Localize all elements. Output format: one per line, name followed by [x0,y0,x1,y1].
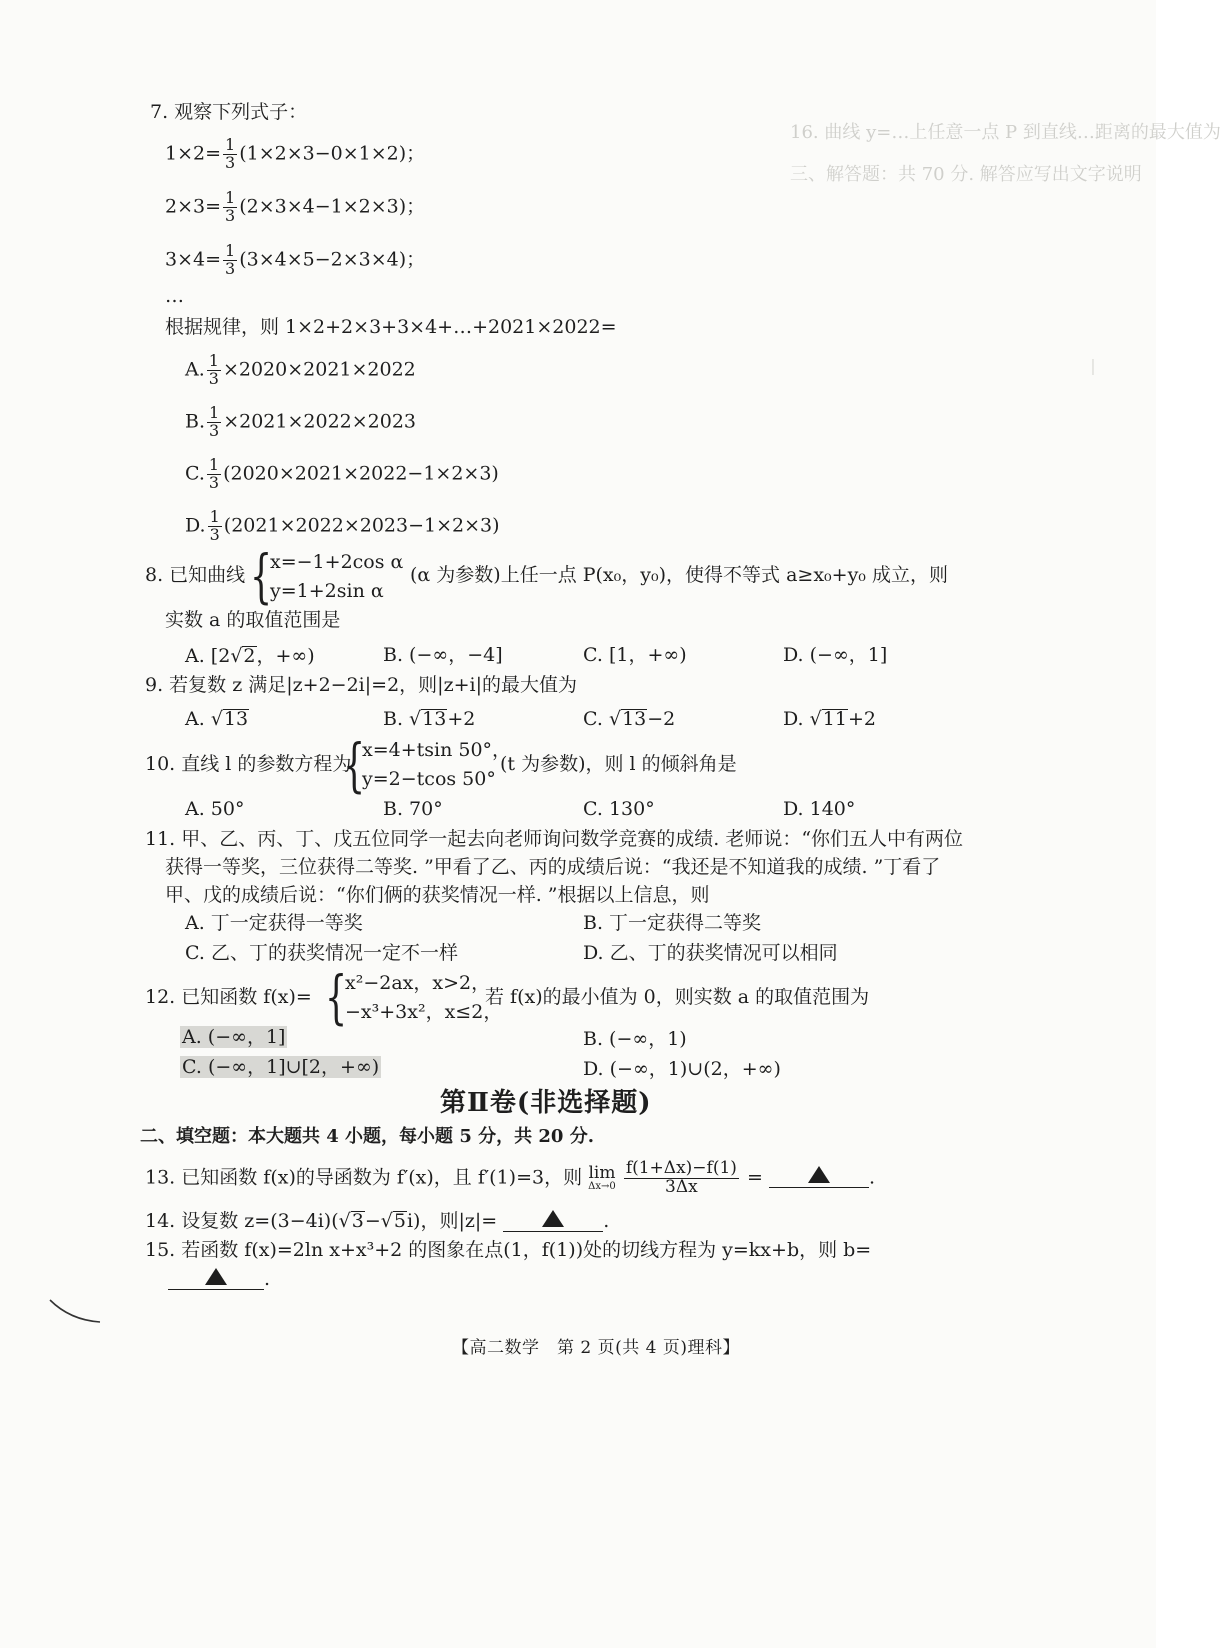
q7-row-3-lhs: 3×4= [165,248,222,271]
q12-option-d[interactable]: D. (−∞，1)∪(2，+∞) [583,1058,781,1080]
limit: lim Δx→0 [588,1162,616,1192]
q7-option-d[interactable]: D. $\frac{1}{3}$ (2021×2022×2023−1×2×3) [185,507,500,544]
q8-option-a[interactable]: A. [2√2，+∞) [185,645,315,667]
bleed-through-text: 16. 曲线 y=…上任意一点 P 到直线…距离的最大值为 [790,122,1221,143]
sqrt-icon: √ [409,708,422,730]
q12-option-b[interactable]: B. (−∞，1) [583,1028,687,1050]
q11-line-3: 甲、戊的成绩后说：“你们俩的获奖情况一样. ”根据以上信息，则 [165,884,710,906]
sqrt-icon: √ [608,708,622,730]
q7-row-2-lhs: 2×3= [165,195,222,218]
sqrt-icon: √ [809,708,822,730]
fraction: $\frac{1}{3}$ [208,351,219,388]
q11-line-2: 获得一等奖，三位获得二等奖. ”甲看了乙、丙的成绩后说：“我还是不知道我的成绩. ”丁看了 [165,856,941,878]
sqrt-icon: √ [210,708,223,730]
q15-line-1: 15. 若函数 f(x)=2ln x+x³+2 的图象在点(1，f(1))处的切线方程为 y=kx+b，则 b= [145,1239,872,1261]
q10-option-d[interactable]: D. 140° [783,798,856,820]
fraction: $\frac{f(1+\Delta x)-f(1)}{3\Delta x}$ [625,1158,737,1197]
q8-option-c[interactable]: C. [1，+∞) [583,644,687,666]
fraction: $\frac{1}{3}$ [225,188,236,225]
section-header: 二、填空题：本大题共 4 小题，每小题 5 分，共 20 分. [140,1126,594,1147]
q8-condition: (α 为参数)上任一点 P(x₀，y₀)，使得不等式 a≥x₀+y₀ 成立，则 [410,564,948,586]
q7-option-c[interactable]: C. $\frac{1}{3}$ (2020×2021×2022−1×2×3) [185,455,499,492]
left-brace: { [343,731,366,799]
left-brace: { [250,542,273,610]
q7-ellipsis: … [165,285,184,307]
sqrt-icon: √ [380,1210,393,1232]
q12-prefix: 12. 已知函数 f(x)= [145,986,312,1008]
q8-eq-2: y=1+2sin α [270,580,384,602]
q7-row-3-rhs: (3×4×5−2×3×4)； [239,248,426,271]
q10-eq-1: x=4+tsin 50°， [362,739,512,761]
fraction: $\frac{1}{3}$ [209,507,220,544]
fraction: $\frac{1}{3}$ [209,403,220,440]
q9-option-d[interactable]: D. √11+2 [783,708,876,730]
q8-eq-1: x=−1+2cos α [270,551,404,573]
bleed-through-text: ｜ [1085,358,1102,377]
q10-option-a[interactable]: A. 50° [185,798,245,820]
q11-option-d[interactable]: D. 乙、丁的获奖情况可以相同 [583,942,838,964]
triangle-icon [542,1210,564,1227]
sqrt-icon: √ [338,1210,351,1232]
q7-row-2 [165,190,425,225]
q7-row-1-rhs: (1×2×3−0×1×2)； [239,142,426,165]
q7-row-1 [165,137,425,172]
q9-option-c[interactable]: C. √13−2 [583,708,676,730]
q13-prefix: 13. 已知函数 f(x)的导函数为 f′(x)，且 f′(1)=3，则 [145,1166,583,1189]
page-footer: 【高二数学 第 2 页(共 4 页)理科】 [452,1338,741,1358]
q7-row-2-rhs: (2×3×4−1×2×3)； [239,195,426,218]
left-brace: { [325,963,348,1031]
bleed-through-text: 三、解答题：共 70 分. 解答应写出文字说明 [790,164,1142,185]
q8-prefix: 8. 已知曲线 [145,564,246,586]
q8-line-2: 实数 a 的取值范围是 [165,609,341,631]
q13: 13. 已知函数 f(x)的导函数为 f′(x)，且 f′(1)=3，则 lim Δx→0 $\frac{f(1+\Delta x)-f(1)}{3\Delta x}$ = . [145,1158,875,1197]
q7-row-1-lhs: 1×2= [165,142,222,165]
q7-row-3 [165,243,425,278]
fraction: $\frac{1}{3}$ [225,241,236,278]
q11-line-1: 11. 甲、乙、丙、丁、戊五位同学一起去向老师询问数学竞赛的成绩. 老师说：“你们五人中有两位 [145,828,964,850]
q12-condition: 若 f(x)的最小值为 0，则实数 a 的取值范围为 [485,986,870,1008]
answer-blank[interactable] [168,1268,264,1290]
q10-option-b[interactable]: B. 70° [383,798,443,820]
q9-option-a[interactable]: A. √13 [185,708,249,730]
fraction: $\frac{1}{3}$ [208,455,220,492]
q11-option-c[interactable]: C. 乙、丁的获奖情况一定不一样 [185,942,458,964]
q10-option-c[interactable]: C. 130° [583,798,655,820]
q8-option-b[interactable]: B. (−∞，−4] [383,644,503,666]
q7-question: 根据规律，则 1×2+2×3+3×4+…+2021×2022= [165,316,617,338]
q8-option-d[interactable]: D. (−∞，1] [783,644,888,666]
q11-option-b[interactable]: B. 丁一定获得二等奖 [583,912,762,934]
q15-answer: . [168,1268,270,1290]
q11-option-a[interactable]: A. 丁一定获得一等奖 [185,912,363,934]
sqrt-icon: √ [230,645,243,667]
part-ii-title: 第Ⅱ卷(非选择题) [440,1088,652,1118]
q10-eq-2: y=2−tcos 50° [362,768,496,790]
triangle-icon [205,1268,227,1285]
q9-option-b[interactable]: B. √13+2 [383,708,476,730]
q7-option-a[interactable]: A. $\frac{1}{3}$ ×2020×2021×2022 [185,351,416,388]
q12-option-c[interactable]: C. (−∞，1]∪[2，+∞) [182,1056,380,1078]
scan-mark-icon [45,1270,105,1330]
answer-blank[interactable] [503,1210,603,1232]
q14: 14. 设复数 z=(3−4i)(√3−√5i)，则|z|= . [145,1210,610,1232]
q9-stem: 9. 若复数 z 满足|z+2−2i|=2，则|z+i|的最大值为 [145,674,577,696]
q12-option-a[interactable]: A. (−∞，1] [182,1026,286,1048]
q10-prefix: 10. 直线 l 的参数方程为 [145,753,352,775]
q12-eq-1: x²−2ax，x>2， [345,972,491,994]
q12-eq-2: −x³+3x²，x≤2， [345,1001,503,1023]
q10-tail: (t 为参数)，则 l 的倾斜角是 [500,753,737,775]
q7-stem: 7. 观察下列式子： [150,101,308,123]
answer-blank[interactable] [769,1166,869,1188]
q7-option-b[interactable]: B. $\frac{1}{3}$ ×2021×2022×2023 [185,403,417,440]
triangle-icon [808,1166,830,1183]
fraction: $\frac{1}{3}$ [225,135,236,172]
